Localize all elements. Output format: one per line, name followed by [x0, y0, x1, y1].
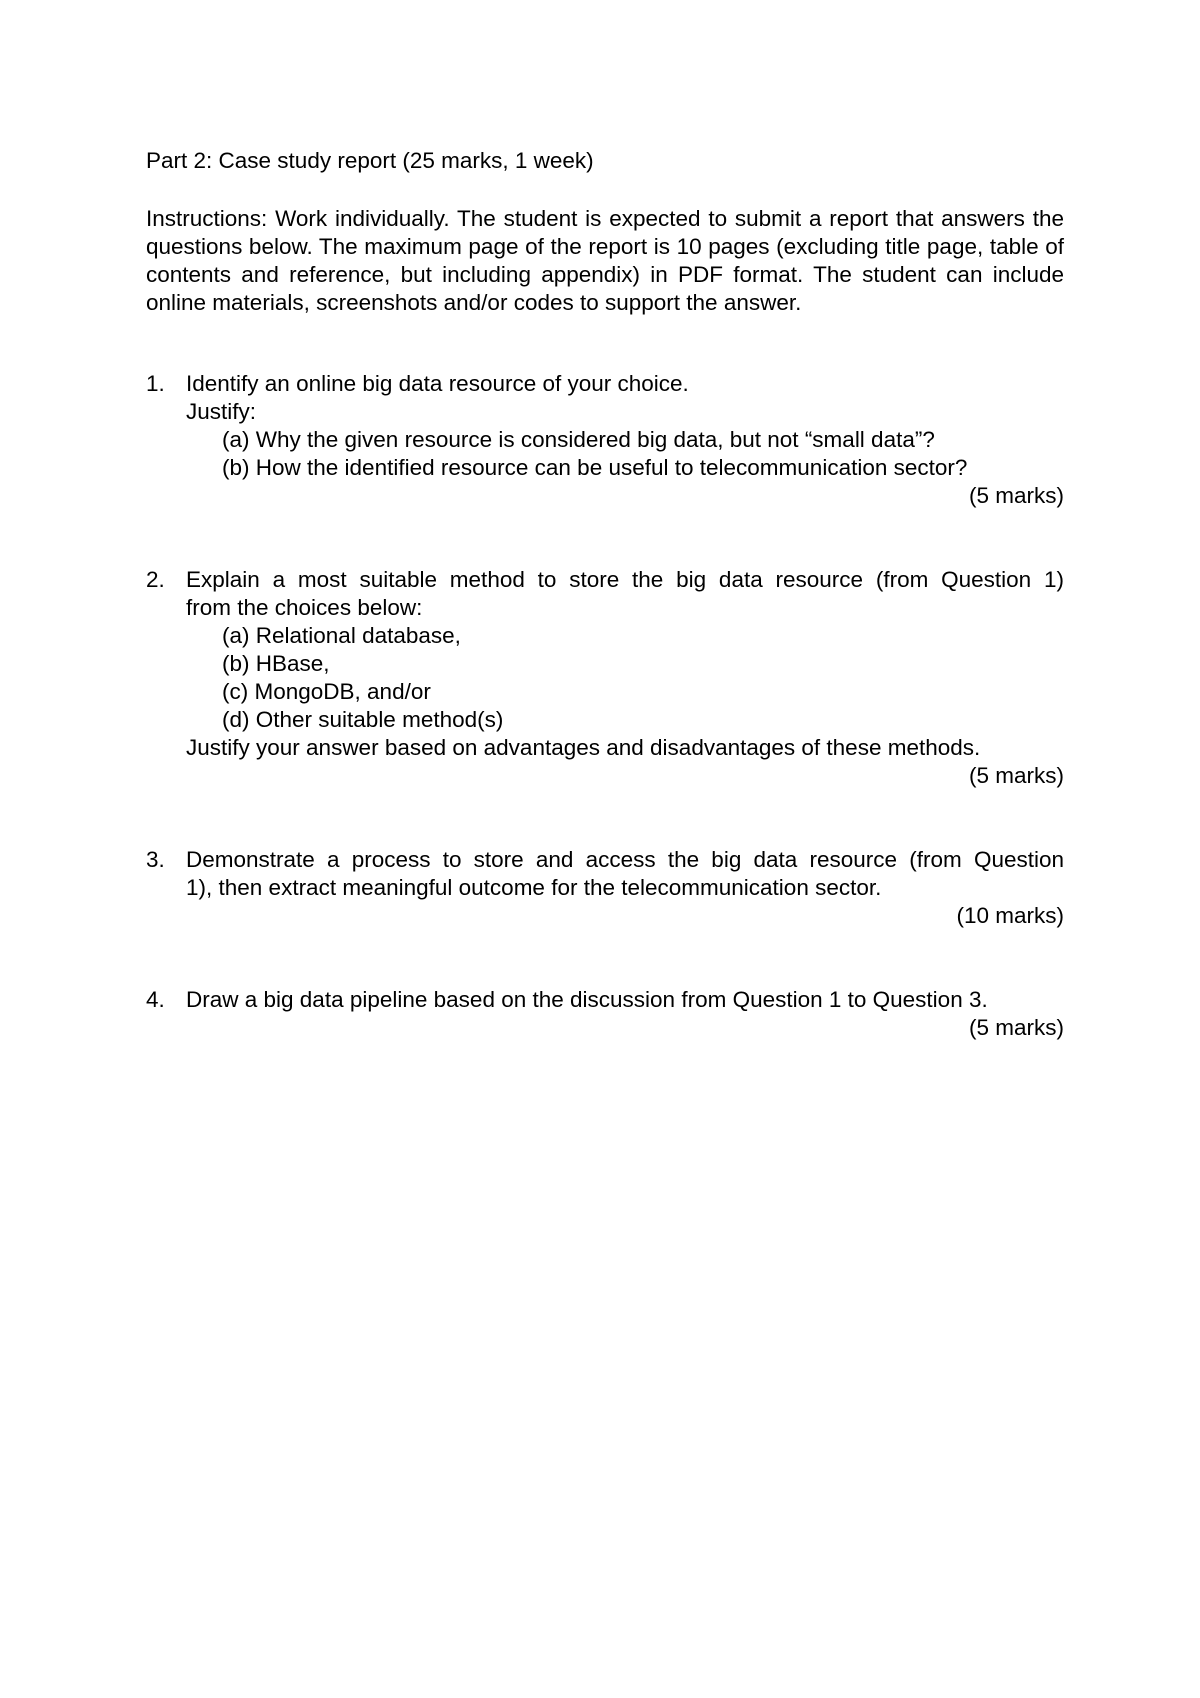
question-number: 4.	[146, 987, 165, 1012]
question-text-line: Explain a most suitable method to store the big data resource (from Question 1)	[186, 567, 1064, 592]
question-1	[146, 370, 1064, 510]
question-text-line: Draw a big data pipeline based on the discussion from Question 1 to Question 3.	[186, 987, 988, 1012]
question-number: 1.	[146, 371, 165, 396]
question-4	[146, 986, 1064, 1042]
question-3	[146, 846, 1064, 930]
question-subitem: (b) How the identified resource can be useful to telecommunication sector?	[222, 455, 968, 480]
question-text-line: Demonstrate a process to store and access the big data resource (from Question	[186, 847, 1064, 872]
question-list	[146, 370, 1064, 1042]
question-number: 3.	[146, 847, 165, 872]
instructions-paragraph: Instructions: Work individually. The student is expected to submit a report that answers the questions below. The maximum page of the report is 10 pages (excluding title page, table of contents and reference, but including appendix) in PDF format. The student can include online materials, screenshots and/or codes to support the answer.	[146, 206, 1064, 315]
question-marks: (5 marks)	[969, 1015, 1064, 1040]
question-text-line: Justify:	[186, 399, 257, 424]
question-marks: (10 marks)	[956, 903, 1064, 928]
question-subitem: (a) Why the given resource is considered big data, but not “small data”?	[222, 427, 935, 452]
question-subitem: (a) Relational database,	[222, 623, 461, 648]
question-subitem: (d) Other suitable method(s)	[222, 707, 504, 732]
question-text-line: 1), then extract meaningful outcome for the telecommunication sector.	[186, 875, 882, 900]
question-text-line: Identify an online big data resource of your choice.	[186, 371, 689, 396]
report-title: Part 2: Case study report (25 marks, 1 week)	[146, 148, 594, 173]
question-number: 2.	[146, 567, 165, 592]
question-2	[146, 566, 1064, 790]
question-subitem: (c) MongoDB, and/or	[222, 679, 431, 704]
question-justification-line: Justify your answer based on advantages and disadvantages of these methods.	[186, 735, 981, 760]
question-marks: (5 marks)	[969, 763, 1064, 788]
question-subitem: (b) HBase,	[222, 651, 330, 676]
question-text-line: from the choices below:	[186, 595, 423, 620]
question-marks: (5 marks)	[969, 483, 1064, 508]
